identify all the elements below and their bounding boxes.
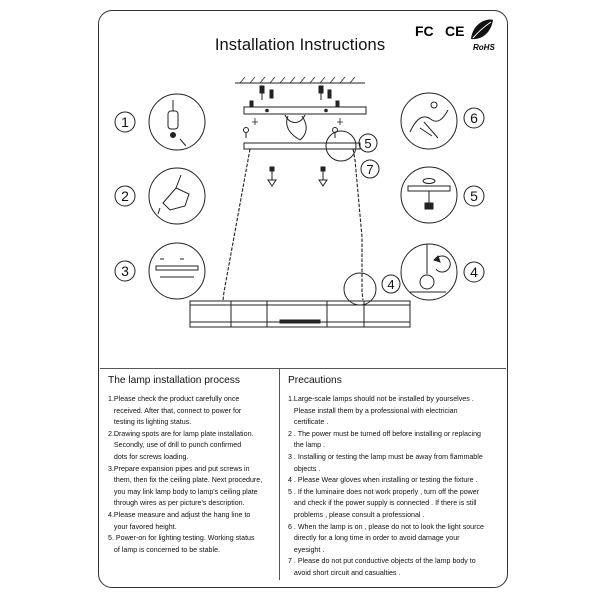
step-icon-4 (401, 244, 457, 300)
ceiling-plate (244, 101, 366, 114)
page-title: Installation Instructions (214, 36, 386, 54)
process-heading: The lamp installation process (108, 375, 240, 386)
connection-wires (244, 115, 344, 140)
step-number-2: 2 (121, 188, 129, 204)
process-steps (108, 394, 273, 556)
expansion-screws (260, 86, 331, 100)
callout-number-7: 7 (366, 162, 374, 177)
precaution-item: 1.Large-scale lamps should not be installed by yourselves . Please install them by a professional with electrician certificate . (288, 395, 474, 427)
callout-number-badges (359, 134, 400, 293)
step-number-5: 5 (470, 188, 478, 204)
step-icon-2 (149, 168, 205, 224)
step-number-badges-right (464, 108, 484, 282)
step-number-3: 3 (121, 263, 129, 279)
callout-number-5: 5 (364, 136, 372, 151)
lamp-body (190, 301, 410, 327)
callout-number-4: 4 (387, 277, 395, 292)
precaution-item: 6 . When the lamp is on , please do not to look the light source directly for a long time in order to avoid damage your eyesight . (288, 522, 484, 554)
mount-screws (268, 167, 327, 186)
precaution-item: 5 . If the luminaire does not work properly , turn off the power and check if the power supply is connected . If there is still problems , please consult a professional . (288, 487, 480, 519)
precaution-item: 7 . Please do not put conductive objects of the lamp body to avoid short circuit and casualties . (288, 557, 476, 577)
precautions-panel (280, 368, 506, 580)
step-icon-3 (149, 243, 205, 299)
precaution-item: 4 . Please Wear gloves when installing or testing the fixture . (288, 476, 478, 485)
ceiling-hatch (235, 77, 365, 83)
step-icon-5 (401, 167, 457, 223)
callout-circles (326, 131, 376, 305)
process-step: 2.Drawing spots are for lamp plate installation. Secondly, use of drill to punch confirmed dots for screws loading. (108, 429, 254, 461)
precautions-heading: Precautions (288, 375, 342, 386)
process-step: 4.Please measure and adjust the hang line to your favored height. (108, 510, 251, 531)
process-step: 3.Prepare expansion pipes and put screws in them, then fix the ceiling plate. Next procedure, you may link lamp body to lamp's ceiling plate through wires as per picture's description. (108, 464, 263, 508)
rohs-mark: RoHS (473, 43, 495, 52)
hanging-chains (223, 149, 363, 300)
ce-mark: CE (445, 23, 465, 39)
step-number-4: 4 (470, 264, 478, 280)
installation-process-panel (100, 368, 280, 580)
step-number-6: 6 (470, 110, 478, 126)
step-number-badges-left (115, 112, 135, 281)
precaution-item: 3 . Installing or testing the lamp must be away from flammable objects . (288, 452, 483, 473)
process-step: 1.Please check the product carefully once received. After that, connect to power for testing its lighting status. (108, 395, 242, 427)
fcc-mark: FC (415, 23, 434, 39)
canopy-bar (244, 143, 360, 149)
step-number-1: 1 (121, 114, 129, 130)
precaution-item: 2 . The power must be turned off before installing or replacing the lamp . (288, 429, 481, 450)
step-icon-6 (401, 93, 457, 149)
precautions-list (288, 394, 500, 580)
step-icon-1 (149, 94, 205, 150)
process-step: 5. Power-on for lighting testing. Working status of lamp is concerned to be stable. (108, 534, 255, 554)
